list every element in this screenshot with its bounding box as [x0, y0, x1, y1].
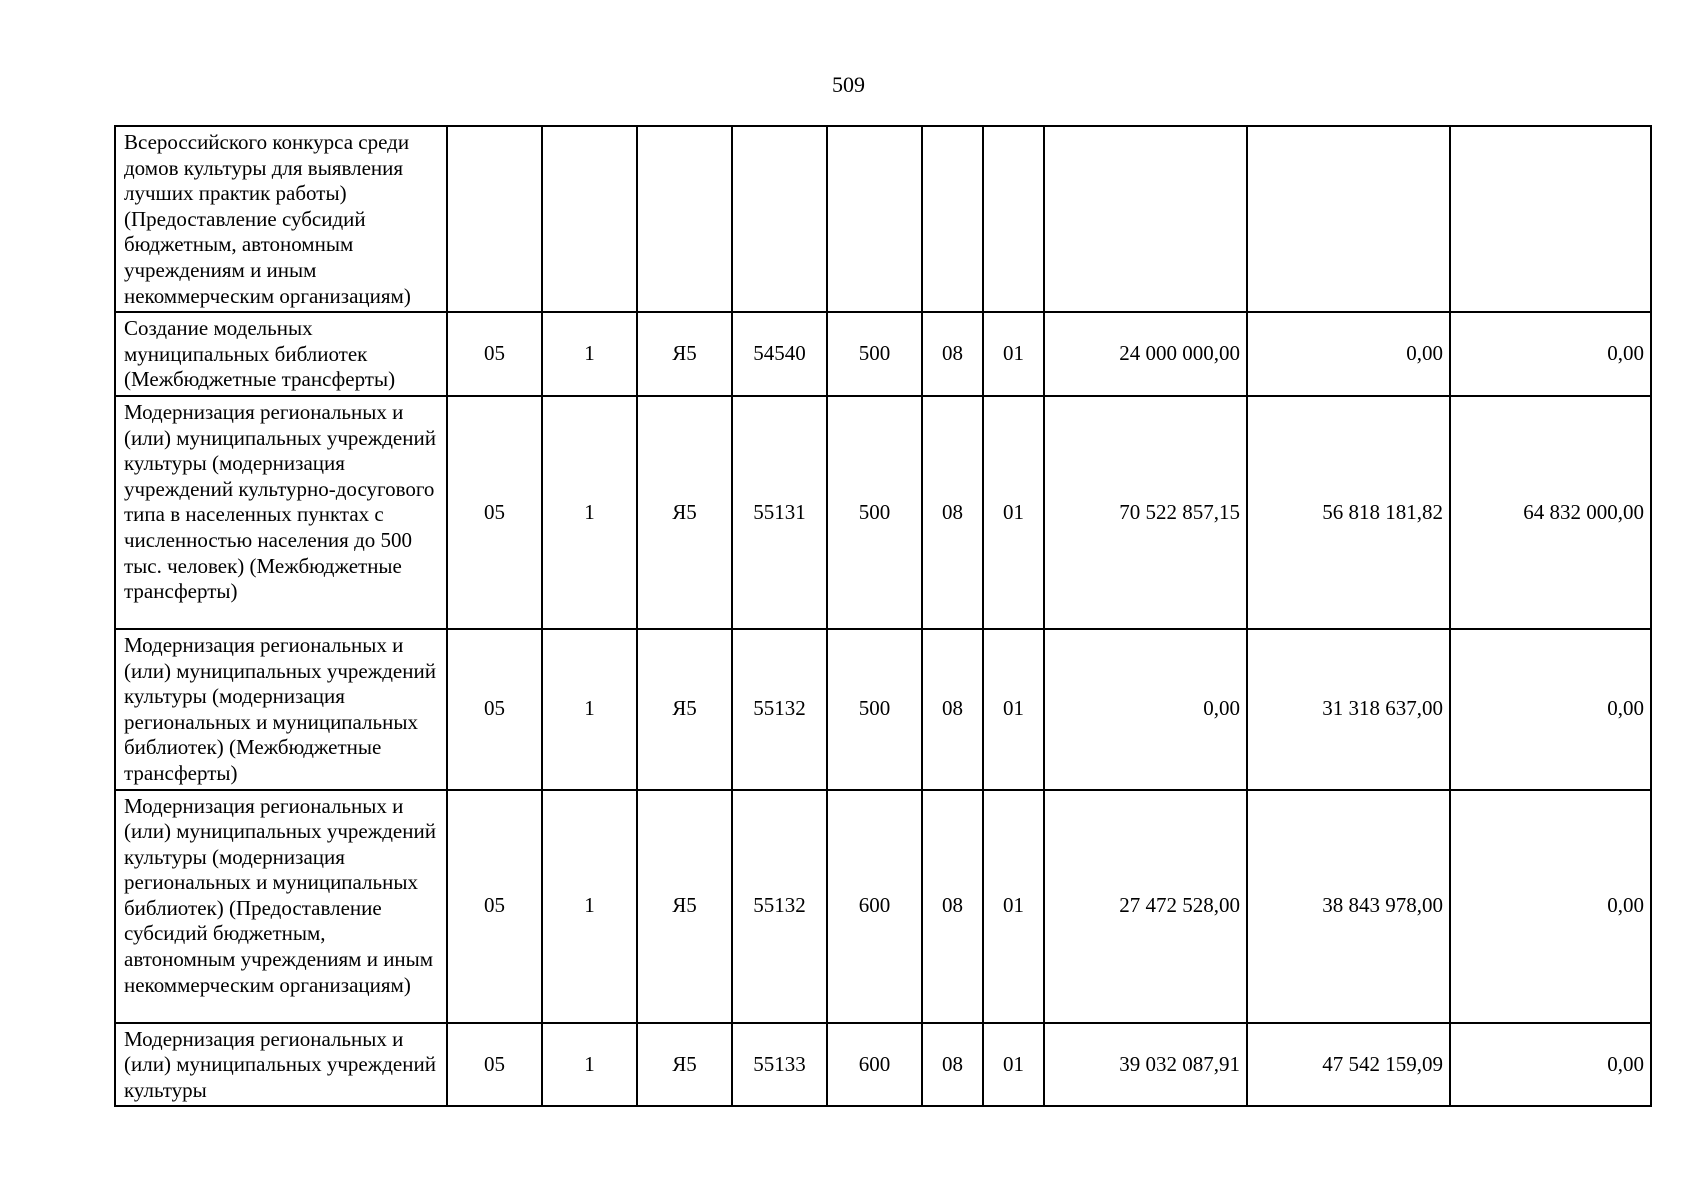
cell-amount-3: 0,00	[1450, 312, 1651, 396]
cell-code-3: Я5	[637, 1023, 732, 1107]
row-description: Всероссийского конкурса среди домов культуры для выявления лучших практик работы) (Предоставление субсидий бюджетным, автономным учреждениям и иным некоммерческим организациям)	[115, 126, 447, 312]
cell-code-1: 05	[447, 1023, 542, 1107]
table-row	[115, 790, 1651, 1023]
cell-code-7: 01	[983, 312, 1044, 396]
cell-amount-3: 64 832 000,00	[1450, 396, 1651, 629]
row-description: Модернизация региональных и (или) муниципальных учреждений культуры (модернизация региональных и муниципальных библиотек) (Межбюджетные трансферты)	[115, 629, 447, 790]
cell-amount-1: 70 522 857,15	[1044, 396, 1247, 629]
cell-code-5: 600	[827, 1023, 922, 1107]
cell-code-1: 05	[447, 790, 542, 1023]
cell-amount-1	[1044, 126, 1247, 312]
cell-code-5: 500	[827, 396, 922, 629]
cell-code-5: 500	[827, 312, 922, 396]
cell-code-4: 55131	[732, 396, 827, 629]
cell-code-7: 01	[983, 629, 1044, 790]
cell-amount-3: 0,00	[1450, 1023, 1651, 1107]
cell-amount-2: 31 318 637,00	[1247, 629, 1450, 790]
cell-code-1: 05	[447, 312, 542, 396]
cell-code-3: Я5	[637, 312, 732, 396]
cell-code-1	[447, 126, 542, 312]
table-row	[115, 1023, 1651, 1107]
cell-code-3	[637, 126, 732, 312]
cell-amount-3: 0,00	[1450, 629, 1651, 790]
cell-code-4	[732, 126, 827, 312]
table-row	[115, 629, 1651, 790]
table-row	[115, 126, 1651, 312]
cell-code-2: 1	[542, 396, 637, 629]
cell-amount-2: 0,00	[1247, 312, 1450, 396]
cell-code-7: 01	[983, 1023, 1044, 1107]
cell-code-5: 500	[827, 629, 922, 790]
cell-code-1: 05	[447, 396, 542, 629]
cell-code-2: 1	[542, 312, 637, 396]
cell-amount-2: 38 843 978,00	[1247, 790, 1450, 1023]
row-description: Модернизация региональных и (или) муниципальных учреждений культуры (модернизация учреждений культурно-досугового типа в населенных пунктах с численностью населения до 500 тыс. человек) (Межбюджетные трансферты)	[115, 396, 447, 629]
cell-code-5: 600	[827, 790, 922, 1023]
cell-code-6: 08	[922, 629, 983, 790]
cell-amount-3	[1450, 126, 1651, 312]
row-description: Модернизация региональных и (или) муниципальных учреждений культуры	[115, 1023, 447, 1107]
cell-code-6: 08	[922, 790, 983, 1023]
cell-code-3: Я5	[637, 396, 732, 629]
cell-code-2: 1	[542, 629, 637, 790]
cell-code-2: 1	[542, 1023, 637, 1107]
budget-table	[114, 125, 1652, 1107]
cell-amount-1: 0,00	[1044, 629, 1247, 790]
row-description: Модернизация региональных и (или) муниципальных учреждений культуры (модернизация региональных и муниципальных библиотек) (Предоставление субсидий бюджетным, автономным учреждениям и иным некоммерческим организациям)	[115, 790, 447, 1023]
row-description: Создание модельных муниципальных библиотек (Межбюджетные трансферты)	[115, 312, 447, 396]
cell-code-1: 05	[447, 629, 542, 790]
cell-code-4: 55132	[732, 629, 827, 790]
cell-code-7	[983, 126, 1044, 312]
cell-amount-2: 56 818 181,82	[1247, 396, 1450, 629]
cell-amount-3: 0,00	[1450, 790, 1651, 1023]
cell-code-2	[542, 126, 637, 312]
cell-amount-1: 24 000 000,00	[1044, 312, 1247, 396]
cell-amount-2: 47 542 159,09	[1247, 1023, 1450, 1107]
cell-code-6: 08	[922, 312, 983, 396]
cell-code-2: 1	[542, 790, 637, 1023]
cell-amount-1: 39 032 087,91	[1044, 1023, 1247, 1107]
cell-code-4: 55132	[732, 790, 827, 1023]
cell-amount-2	[1247, 126, 1450, 312]
cell-code-7: 01	[983, 790, 1044, 1023]
cell-code-6: 08	[922, 396, 983, 629]
cell-code-6	[922, 126, 983, 312]
cell-code-3: Я5	[637, 629, 732, 790]
cell-code-6: 08	[922, 1023, 983, 1107]
cell-amount-1: 27 472 528,00	[1044, 790, 1247, 1023]
cell-code-7: 01	[983, 396, 1044, 629]
cell-code-3: Я5	[637, 790, 732, 1023]
cell-code-5	[827, 126, 922, 312]
page-number: 509	[832, 72, 865, 97]
table-row	[115, 396, 1651, 629]
cell-code-4: 54540	[732, 312, 827, 396]
cell-code-4: 55133	[732, 1023, 827, 1107]
table-row	[115, 312, 1651, 396]
